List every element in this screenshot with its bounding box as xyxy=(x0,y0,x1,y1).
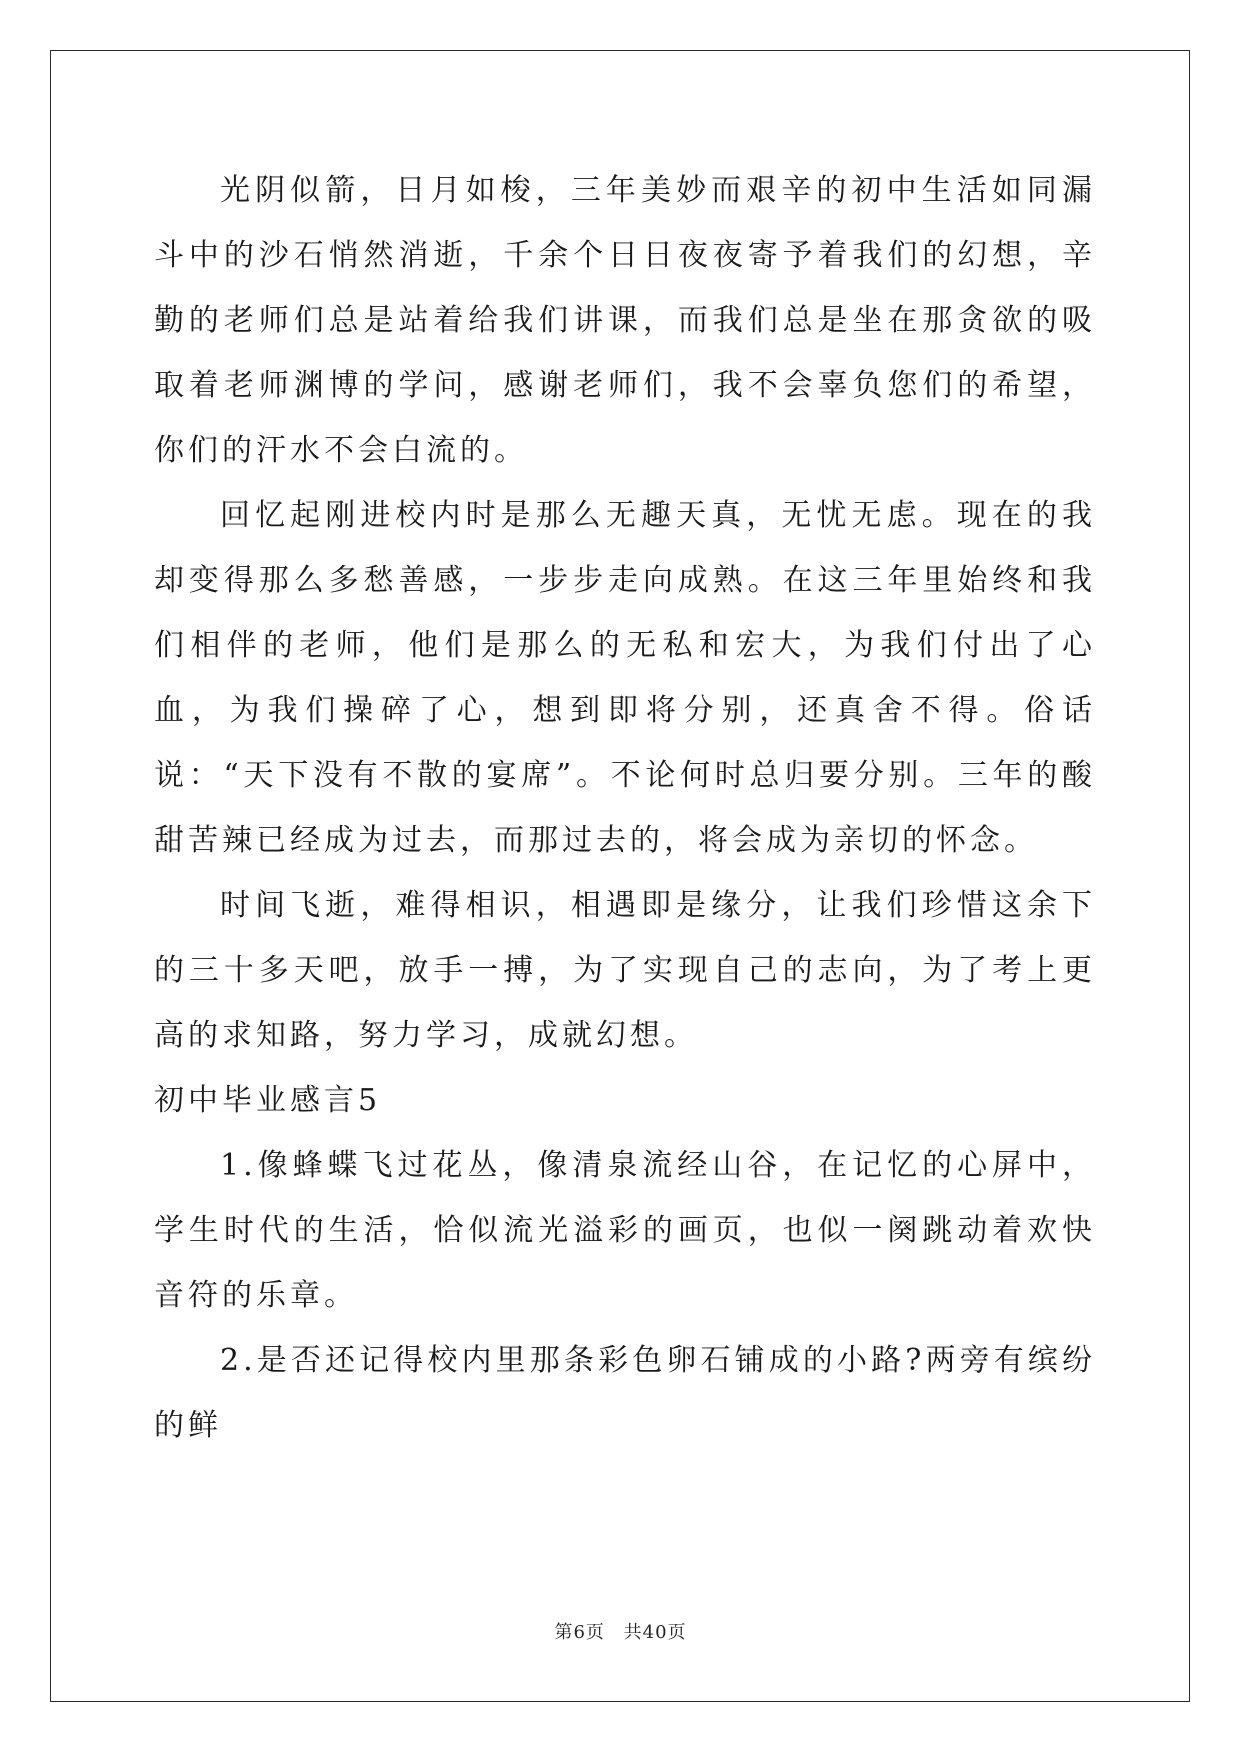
paragraph-5: 2.是否还记得校内里那条彩色卵石铺成的小路?两旁有缤纷的鲜 xyxy=(154,1343,1096,1443)
document-body xyxy=(154,158,1096,1458)
paragraph-4: 1.像蜂蝶飞过花丛，像清泉流经山谷，在记忆的心屏中，学生时代的生活，恰似流光溢彩的画页，也似一阕跳动着欢快音符的乐章。 xyxy=(154,1148,1096,1313)
section-heading: 初中毕业感言5 xyxy=(154,1083,382,1118)
paragraph-2: 回忆起刚进校内时是那么无趣天真，无忧无虑。现在的我却变得那么多愁善感，一步步走向成熟。在这三年里始终和我们相伴的老师，他们是那么的无私和宏大，为我们付出了心血，为我们操碎了心，想到即将分别，还真舍不得。俗话说：“天下没有不散的宴席”。不论何时总归要分别。三年的酸甜苦辣已经成为过去，而那过去的，将会成为亲切的怀念。 xyxy=(154,498,1096,858)
page-total: 共40页 xyxy=(623,1622,687,1643)
page-footer xyxy=(0,1618,1241,1644)
page-number: 第6页 xyxy=(554,1622,605,1643)
paragraph-1: 光阴似箭，日月如梭，三年美妙而艰辛的初中生活如同漏斗中的沙石悄然消逝，千余个日日夜夜寄予着我们的幻想，辛勤的老师们总是站着给我们讲课，而我们总是坐在那贪欲的吸取着老师渊博的学问，感谢老师们，我不会辜负您们的希望，你们的汗水不会白流的。 xyxy=(154,173,1096,468)
paragraph-3: 时间飞逝，难得相识，相遇即是缘分，让我们珍惜这余下的三十多天吧，放手一搏，为了实现自己的志向，为了考上更高的求知路，努力学习，成就幻想。 xyxy=(154,888,1096,1053)
